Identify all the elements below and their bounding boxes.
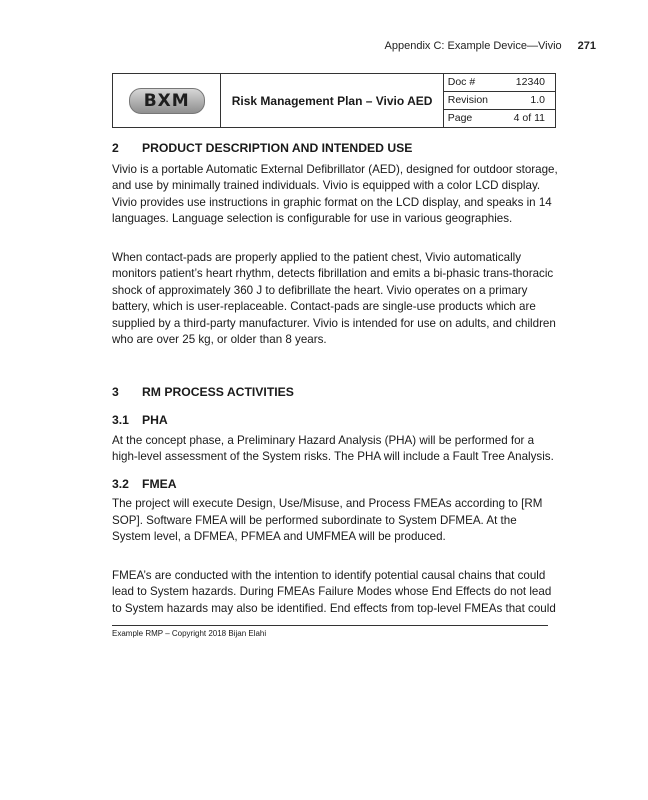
meta-value: 4 of 11 [513, 112, 545, 124]
section-title: RM PROCESS ACTIVITIES [142, 384, 294, 399]
meta-revision [444, 92, 555, 110]
subsection-3-2-paragraph-1: The project will execute Design, Use/Misuse, and Process FMEAs according to [RM SOP]. Software FMEA will be performed subordinate to System DFMEA. At the System level, a DFMEA, PFMEA and UMFMEA will be produced. [112, 497, 543, 543]
section-3-heading [112, 384, 558, 401]
document-body [112, 140, 558, 617]
subsection-title: PHA [142, 413, 168, 427]
section-2-heading [112, 140, 558, 157]
running-head-text: Appendix C: Example Device—Vivio [384, 40, 562, 52]
section-number: 3 [112, 384, 119, 399]
meta-label: Revision [447, 94, 489, 106]
subsection-3-1-heading [112, 412, 558, 429]
page-footer: Example RMP – Copyright 2018 Bijan Elahi [112, 625, 548, 638]
meta-value: 12340 [515, 76, 545, 88]
meta-label: Page [447, 112, 473, 124]
section-number: 2 [112, 141, 119, 155]
bxm-logo: BXM [129, 88, 205, 114]
section-2-paragraph-2: When contact-pads are properly applied to the patient chest, Vivio automatically monitors patient’s heart rhythm, detects fibrillation and emits a bi-phasic trans-thoracic shock of approximately 360 J to defibrillate the heart. Vivio operates on a primary battery, which is user-replaceable. Contact-pads are single-use products which are supplied by a third-party manufacturer. Vivio is intended for use on adults, and children who are over 25 kg, or older than 8 years. [112, 250, 556, 346]
meta-value: 1.0 [530, 94, 545, 106]
meta-doc-number [444, 74, 555, 92]
section-2-paragraph-1: Vivio is a portable Automatic External Defibrillator (AED), designed for outdoor storage, and use by minimally trained individuals. Vivio is equipped with a color LCD display. Vivio provides use instructions in graphic format on the LCD display, and speaks in 14 languages. Language selection is configurable for use in various geographies. [112, 162, 558, 225]
logo-cell [113, 74, 221, 128]
subsection-number: 3.2 [112, 476, 129, 491]
meta-page [444, 110, 555, 127]
document-meta [443, 74, 555, 128]
subsection-number: 3.1 [112, 413, 129, 427]
document-title: Risk Management Plan – Vivio AED [221, 74, 443, 128]
meta-label: Doc # [447, 76, 476, 88]
page-number: 271 [577, 40, 596, 52]
running-head [385, 40, 596, 52]
subsection-3-1-paragraph: At the concept phase, a Preliminary Hazard Analysis (PHA) will be performed for a high-level assessment of the System risks. The PHA will include a Fault Tree Analysis. [112, 433, 554, 463]
subsection-title: FMEA [142, 476, 177, 491]
document-header-table [112, 73, 556, 128]
subsection-3-2-heading [112, 476, 558, 493]
subsection-3-2-paragraph-2: FMEA’s are conducted with the intention to identify potential causal chains that could lead to System hazards. During FMEAs Failure Modes whose End Effects do not lead to System hazards may also be identified. End effects from top-level FMEAs that could [112, 568, 556, 615]
section-title: PRODUCT DESCRIPTION AND INTENDED USE [142, 141, 413, 155]
